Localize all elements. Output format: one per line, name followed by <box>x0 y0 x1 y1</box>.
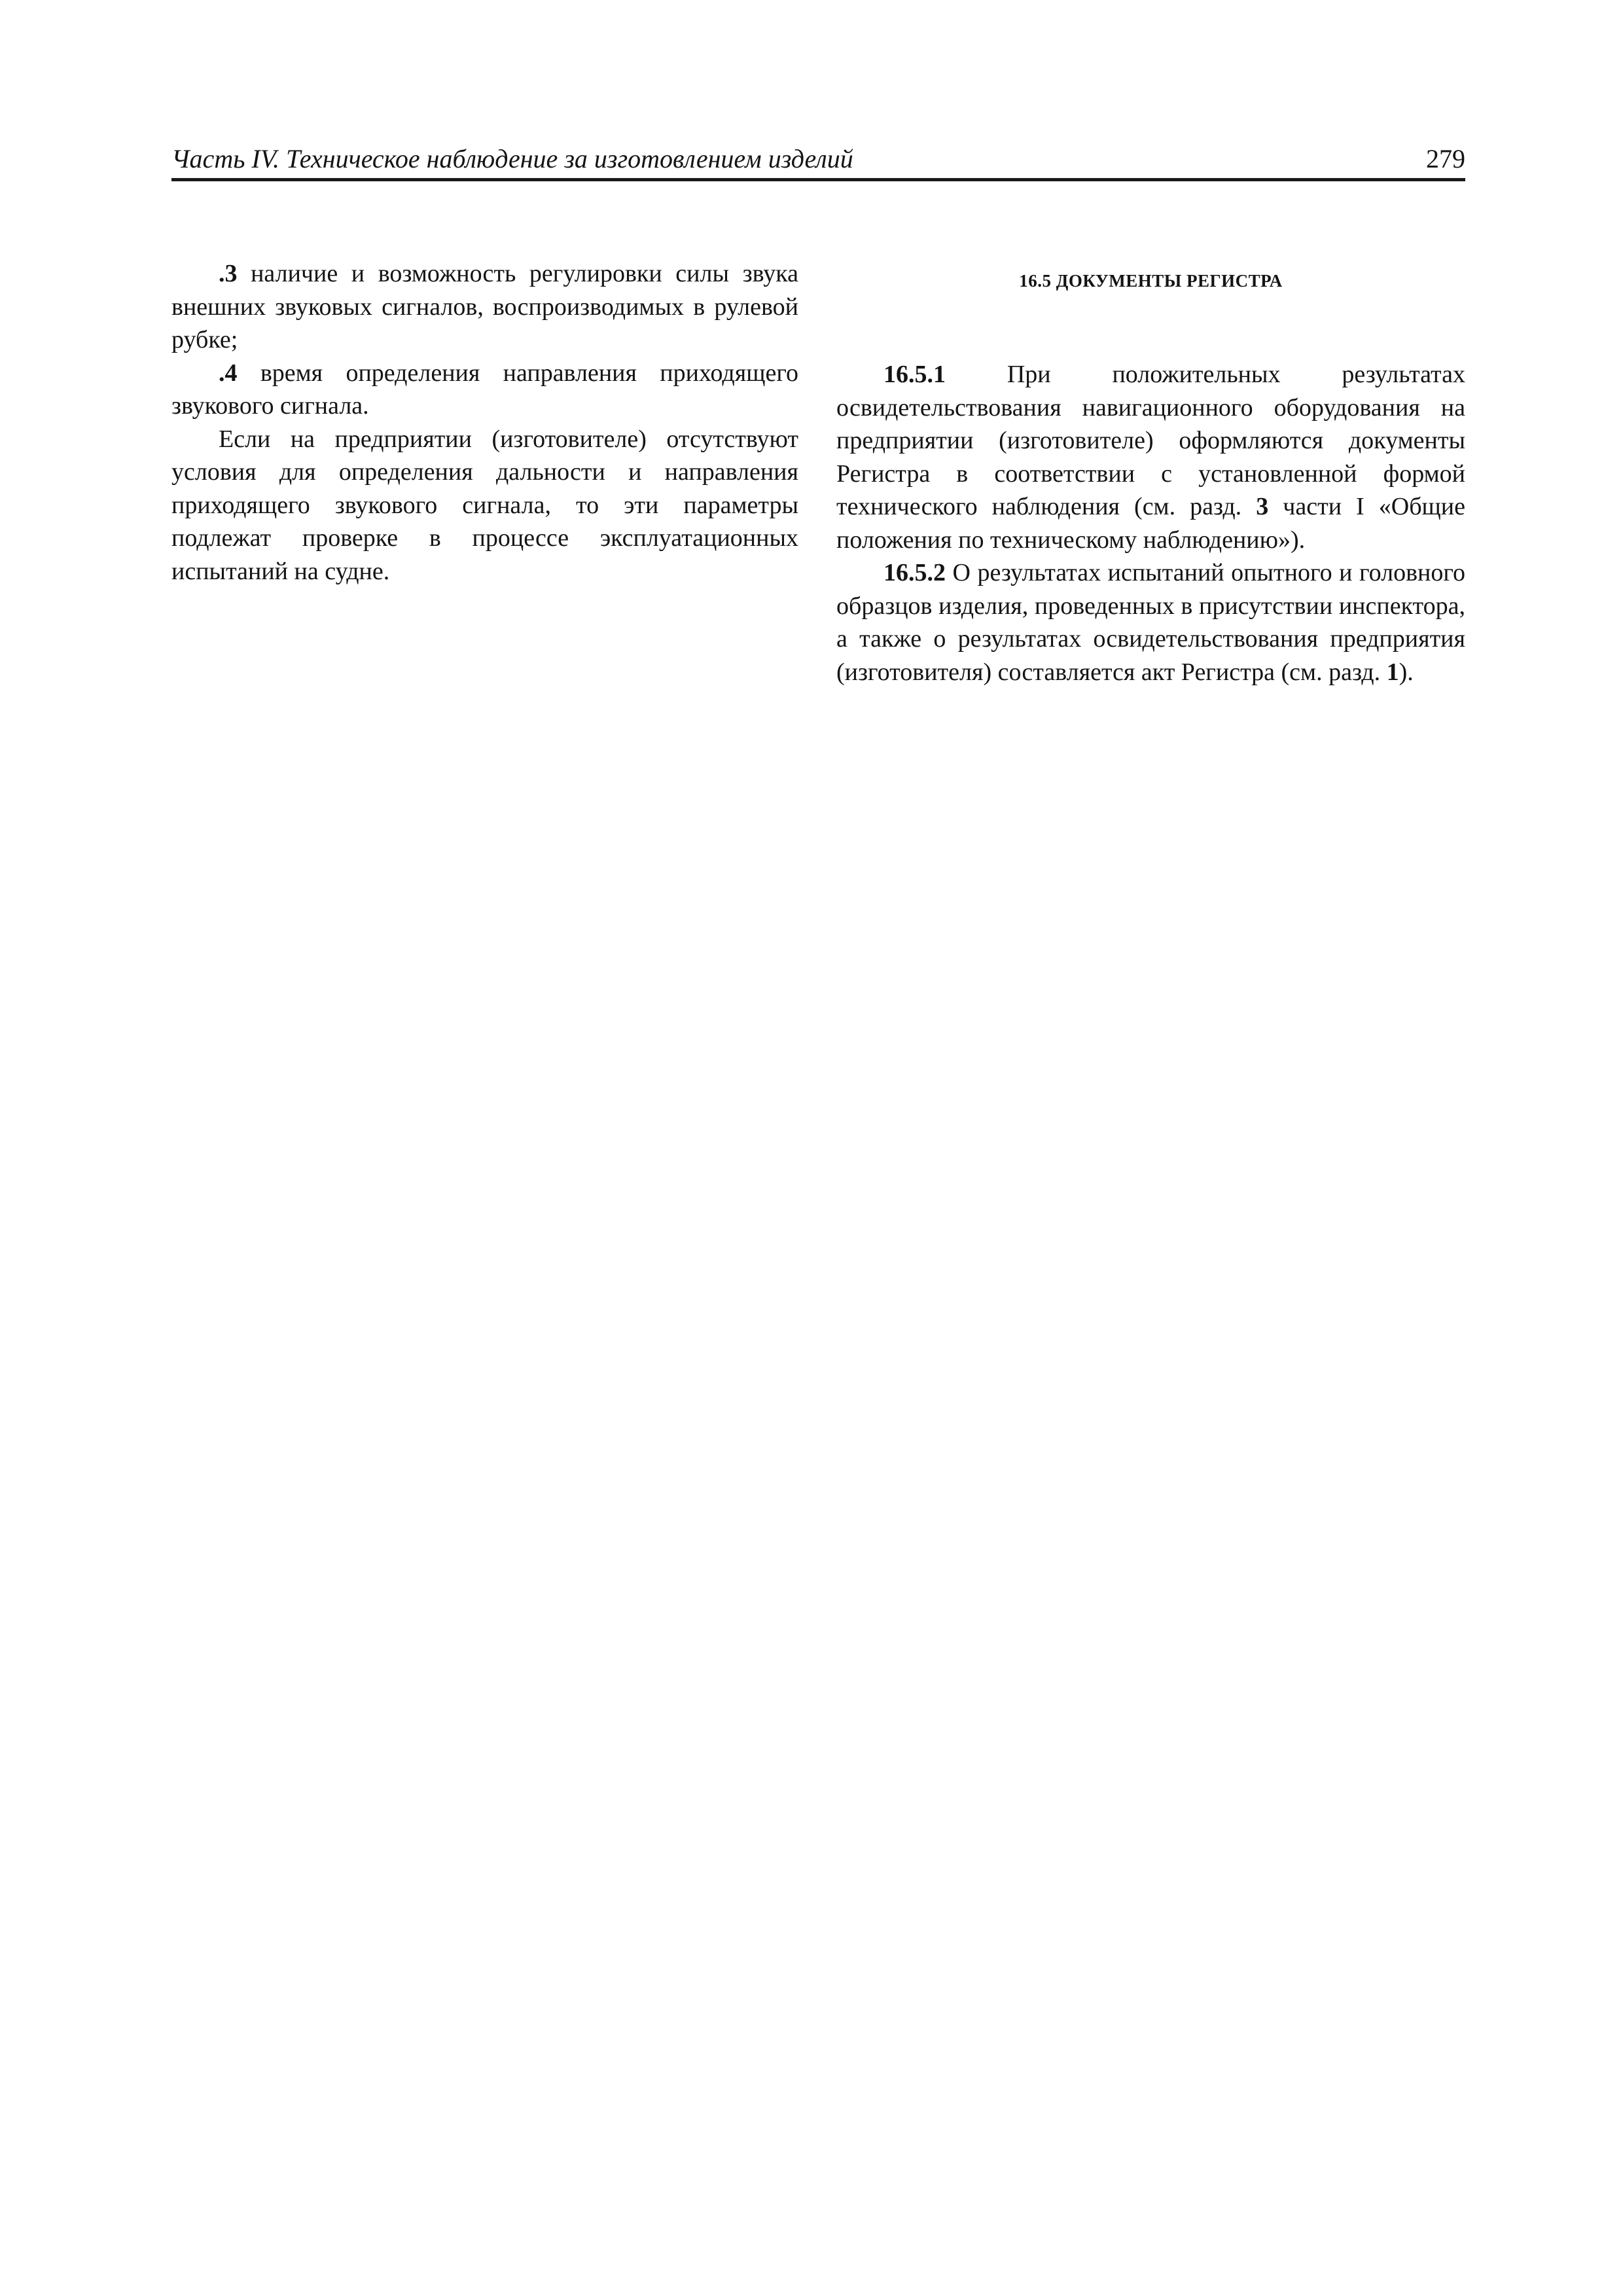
clause-16-5-1-number: 16.5.1 <box>883 361 946 388</box>
right-column <box>836 257 1465 689</box>
clause-16-5-2 <box>836 556 1465 689</box>
clause-16-5-1-section-ref: 3 <box>1256 493 1269 520</box>
running-header <box>171 137 1465 181</box>
page-number: 279 <box>1426 144 1465 173</box>
clause-16-5-2-text-a: О результатах испытаний опытного и головного образцов изделия, проведенных в присутствии инспектора, а также о результатах освидетельствования предприятия (изготовителя) составляется акт Регистра (см. разд. <box>836 559 1465 686</box>
list-item-4 <box>171 357 798 423</box>
clause-16-5-2-text-b: ). <box>1399 658 1414 686</box>
running-header-title: Часть IV. Техническое наблюдение за изготовлением изделий <box>171 144 853 173</box>
note-paragraph: Если на предприятии (изготовителе) отсутствуют условия для определения дальности и направления приходящего звукового сигнала, то эти параметры подлежат проверке в процессе эксплуатационных испытаний на судне. <box>171 425 798 585</box>
clause-16-5-2-number: 16.5.2 <box>883 559 946 586</box>
clause-16-5-1-text-b: части I «Общие положения по техническому наблюдению»). <box>836 493 1465 554</box>
list-item-4-text: время определения направления приходящего звукового сигнала. <box>171 359 798 420</box>
section-heading: 16.5 ДОКУМЕНТЫ РЕГИСТРА <box>1019 271 1283 291</box>
list-item-4-number: .4 <box>219 359 238 387</box>
clause-16-5-1-text-a: При положительных результатах освидетельствования навигационного оборудования на предприятии (изготовителе) оформляются документы Регистра в соответствии с установленной формой технического наблюдения (см. разд. <box>836 361 1465 520</box>
clause-16-5-1 <box>836 358 1465 556</box>
list-item-3 <box>171 257 798 357</box>
clause-16-5-2-section-ref: 1 <box>1386 658 1399 686</box>
list-item-3-text: наличие и возможность регулировки силы звука внешних звуковых сигналов, воспроизводимых в рулевой рубке; <box>171 260 798 353</box>
list-item-3-number: .3 <box>219 260 238 287</box>
left-column <box>171 257 798 588</box>
